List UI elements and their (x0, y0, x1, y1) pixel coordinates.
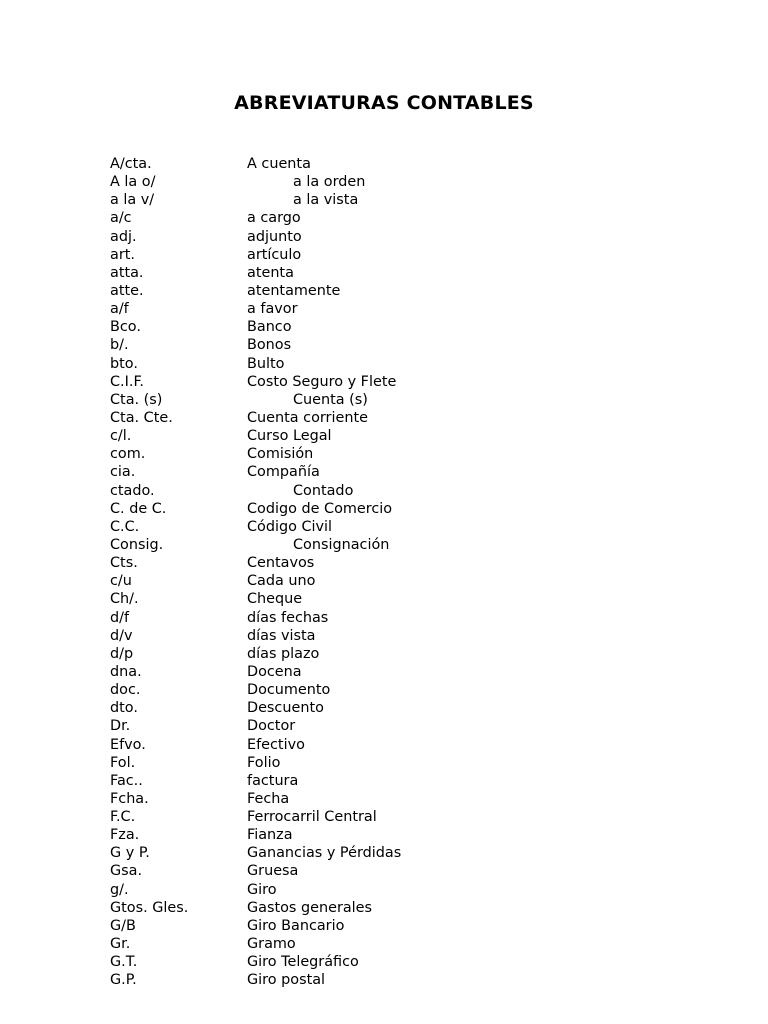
abbreviation-row (110, 336, 710, 354)
abbreviation-meaning: Contado (293, 482, 354, 499)
abbreviation-meaning: Fecha (247, 790, 290, 807)
abbreviation-row (110, 500, 710, 518)
abbreviation-code: Dr. (110, 718, 131, 735)
abbreviation-row (110, 518, 710, 536)
abbreviation-code: G.T. (110, 954, 138, 971)
abbreviation-meaning: Costo Seguro y Flete (247, 373, 397, 390)
abbreviation-code: atte. (110, 282, 144, 299)
abbreviation-row (110, 155, 710, 173)
abbreviation-code: C.C. (110, 518, 140, 535)
abbreviation-meaning: a cargo (247, 210, 301, 227)
abbreviation-row (110, 862, 710, 880)
abbreviation-row (110, 663, 710, 681)
abbreviation-meaning: Descuento (247, 700, 324, 717)
abbreviation-code: Fol. (110, 754, 136, 771)
abbreviation-code: Fcha. (110, 790, 149, 807)
abbreviation-meaning: Compañía (247, 464, 320, 481)
abbreviation-meaning: días vista (247, 627, 316, 644)
abbreviation-row (110, 590, 710, 608)
abbreviation-code: dna. (110, 663, 142, 680)
abbreviation-row (110, 645, 710, 663)
abbreviation-code: Gr. (110, 936, 131, 953)
abbreviation-row (110, 373, 710, 391)
abbreviation-code: G/B (110, 917, 136, 934)
abbreviation-code: G.P. (110, 972, 137, 989)
abbreviation-code: c/u (110, 573, 132, 590)
abbreviation-code: Efvo. (110, 736, 146, 753)
abbreviation-meaning: Cuenta (s) (293, 391, 368, 408)
abbreviation-code: doc. (110, 682, 141, 699)
abbreviation-code: adj. (110, 228, 137, 245)
abbreviation-row (110, 754, 710, 772)
abbreviation-row (110, 282, 710, 300)
abbreviation-meaning: Giro postal (247, 972, 326, 989)
abbreviation-row (110, 826, 710, 844)
abbreviation-code: Consig. (110, 536, 164, 553)
abbreviation-row (110, 191, 710, 209)
abbreviation-row (110, 917, 710, 935)
abbreviation-meaning: artículo (247, 246, 302, 263)
abbreviation-meaning: atenta (247, 264, 294, 281)
abbreviation-row (110, 409, 710, 427)
abbreviation-row (110, 971, 710, 989)
abbreviation-code: g/. (110, 881, 129, 898)
abbreviation-meaning: Codigo de Comercio (247, 500, 393, 517)
abbreviation-row (110, 609, 710, 627)
abbreviation-row (110, 844, 710, 862)
abbreviation-code: d/v (110, 627, 133, 644)
abbreviation-row (110, 209, 710, 227)
abbreviation-code: cia. (110, 464, 136, 481)
abbreviation-meaning: Cheque (247, 591, 303, 608)
abbreviation-meaning: A cuenta (247, 156, 311, 172)
abbreviation-meaning: Efectivo (247, 736, 305, 753)
abbreviation-meaning: Docena (247, 663, 302, 680)
abbreviation-row (110, 772, 710, 790)
abbreviation-meaning: a la orden (293, 174, 366, 191)
abbreviation-row (110, 318, 710, 336)
abbreviation-meaning: Banco (247, 319, 292, 336)
abbreviation-row (110, 246, 710, 264)
abbreviation-row (110, 808, 710, 826)
abbreviation-row (110, 699, 710, 717)
abbreviation-code: F.C. (110, 809, 136, 826)
abbreviation-meaning: atentamente (247, 282, 341, 299)
abbreviation-code: Gsa. (110, 863, 143, 880)
abbreviation-meaning: Fianza (247, 827, 293, 844)
abbreviation-code: art. (110, 246, 135, 263)
abbreviation-row (110, 572, 710, 590)
abbreviation-row (110, 264, 710, 282)
abbreviation-code: C.I.F. (110, 373, 144, 390)
abbreviation-row (110, 881, 710, 899)
abbreviation-row (110, 899, 710, 917)
abbreviation-meaning: Cada uno (247, 573, 316, 590)
abbreviation-code: a la v/ (110, 192, 155, 209)
abbreviation-meaning: Ganancias y Pérdidas (247, 845, 402, 862)
abbreviation-code: A la o/ (110, 174, 156, 191)
abbreviation-code: Fza. (110, 827, 140, 844)
abbreviation-row (110, 228, 710, 246)
abbreviation-code: b/. (110, 337, 129, 354)
abbreviation-code: C. de C. (110, 500, 167, 517)
abbreviation-meaning: Comisión (247, 446, 314, 463)
abbreviation-meaning: a favor (247, 301, 298, 318)
abbreviation-row (110, 463, 710, 481)
abbreviation-code: Gtos. Gles. (110, 899, 189, 916)
abbreviation-meaning: Bulto (247, 355, 285, 372)
abbreviation-code: c/l. (110, 428, 132, 445)
document-title: ABREVIATURAS CONTABLES (234, 92, 534, 114)
abbreviation-code: A/cta. (110, 156, 152, 172)
abbreviation-row (110, 536, 710, 554)
abbreviation-row (110, 173, 710, 191)
abbreviation-code: com. (110, 446, 146, 463)
abbreviation-code: d/f (110, 609, 130, 626)
abbreviation-meaning: Consignación (293, 536, 390, 553)
abbreviation-meaning: Giro Bancario (247, 917, 345, 934)
abbreviation-meaning: Documento (247, 682, 331, 699)
abbreviation-row (110, 790, 710, 808)
abbreviation-meaning: adjunto (247, 228, 302, 245)
abbreviation-list (110, 155, 710, 989)
abbreviation-row (110, 627, 710, 645)
abbreviation-code: Bco. (110, 319, 141, 336)
abbreviation-meaning: a la vista (293, 192, 359, 209)
abbreviation-meaning: días fechas (247, 609, 329, 626)
abbreviation-code: Cta. (s) (110, 391, 163, 408)
abbreviation-code: bto. (110, 355, 138, 372)
abbreviation-code: Fac.. (110, 772, 143, 789)
abbreviation-code: a/f (110, 301, 129, 318)
abbreviation-code: a/c (110, 210, 132, 227)
abbreviation-meaning: Ferrocarril Central (247, 809, 377, 826)
abbreviation-code: atta. (110, 264, 144, 281)
abbreviation-meaning: Cuenta corriente (247, 409, 368, 426)
abbreviation-meaning: días plazo (247, 645, 320, 662)
abbreviation-row (110, 482, 710, 500)
abbreviation-code: Cts. (110, 555, 138, 572)
abbreviation-meaning: Centavos (247, 555, 315, 572)
abbreviation-code: dto. (110, 700, 138, 717)
abbreviation-row (110, 427, 710, 445)
abbreviation-meaning: Código Civil (247, 518, 333, 535)
abbreviation-meaning: Gramo (247, 936, 296, 953)
abbreviation-code: ctado. (110, 482, 155, 499)
abbreviation-meaning: Bonos (247, 337, 292, 354)
abbreviation-code: Ch/. (110, 591, 139, 608)
abbreviation-meaning: Folio (247, 754, 281, 771)
abbreviation-row (110, 391, 710, 409)
abbreviation-row (110, 935, 710, 953)
abbreviation-row (110, 953, 710, 971)
abbreviation-row (110, 717, 710, 735)
abbreviation-code: d/p (110, 645, 134, 662)
abbreviation-meaning: Gastos generales (247, 899, 373, 916)
abbreviation-row (110, 355, 710, 373)
abbreviation-meaning: Doctor (247, 718, 296, 735)
abbreviation-row (110, 736, 710, 754)
abbreviation-code: Cta. Cte. (110, 409, 173, 426)
abbreviation-row (110, 445, 710, 463)
abbreviation-meaning: Giro (247, 881, 277, 898)
abbreviation-row (110, 554, 710, 572)
abbreviation-code: G y P. (110, 845, 150, 862)
abbreviation-meaning: Gruesa (247, 863, 299, 880)
abbreviation-meaning: factura (247, 772, 299, 789)
abbreviation-meaning: Curso Legal (247, 428, 332, 445)
abbreviation-row (110, 300, 710, 318)
abbreviation-meaning: Giro Telegráfico (247, 954, 359, 971)
abbreviation-row (110, 681, 710, 699)
